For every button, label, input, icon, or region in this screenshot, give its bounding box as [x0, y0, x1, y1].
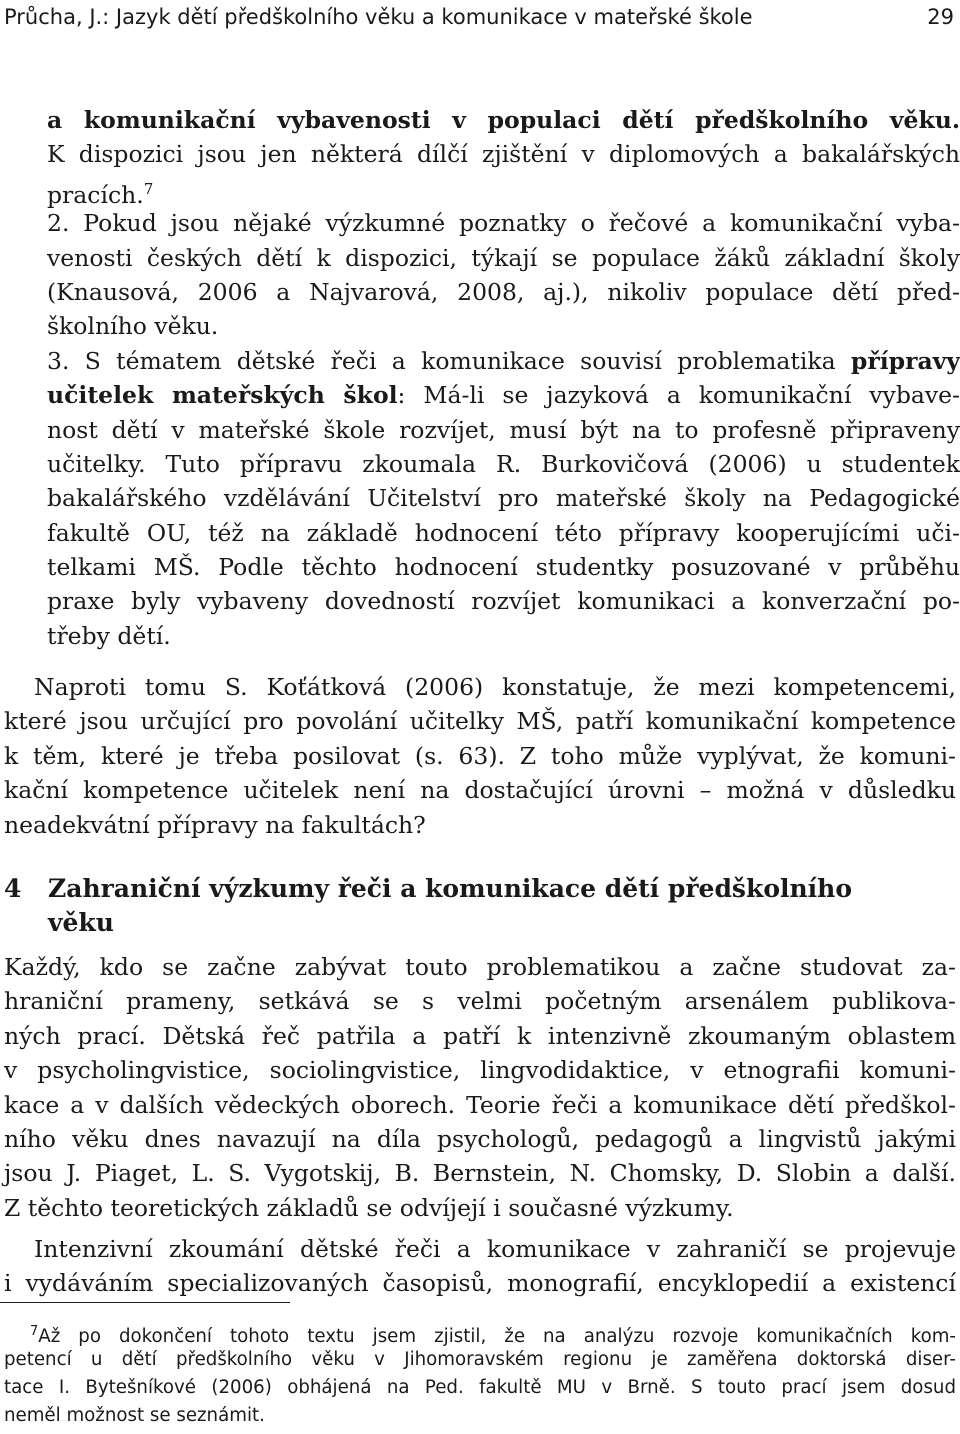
- paragraph-line: které jsou určující pro povolání učitelky MŠ, patří komunikační kompetence: [4, 707, 956, 736]
- paragraph-line: ných prací. Dětská řeč patřila a patří k intenzivně zkoumaným oblastem: [4, 1021, 956, 1050]
- paragraph-line: Naproti tomu S. Koťátková (2006) konstatuje, že mezi kompetencemi,: [34, 673, 956, 701]
- list-item-1-line: K dispozici jsou jen některá dílčí zjištění v diplomových a bakalářských: [47, 140, 960, 169]
- list-item-3-text: 3. S tématem dětské řeči a komunikace souvisí problematika: [47, 346, 851, 375]
- paragraph-1: [4, 670, 956, 842]
- paragraph-line: i vydáváním specializovaných časopisů, monografií, encyklopedií a existencí: [4, 1269, 956, 1298]
- footnote: [4, 1318, 956, 1430]
- paragraph-line: Z těchto teoretických základů se odvíjejí i současné výzkumy.: [4, 1193, 734, 1222]
- emphasis-text: učitelek mateřských škol: [47, 381, 398, 410]
- paragraph-3: [4, 1232, 956, 1301]
- paragraph-line: Každý, kdo se začne zabývat touto problematikou a začne studovat za-: [4, 953, 956, 981]
- page-number: 29: [927, 5, 954, 29]
- paragraph-line: Intenzivní zkoumání dětské řeči a komunikace v zahraničí se projevuje: [34, 1235, 956, 1263]
- paragraph-line: hraniční prameny, setkává se s velmi početným arsenálem publikova-: [4, 987, 956, 1016]
- footnote-text: Až po dokončení tohoto textu jsem zjistil, že na analýzu rozvoje komunikačních kom-: [38, 1326, 956, 1347]
- list-item-2-line: 2. Pokud jsou nějaké výzkumné poznatky o řečové a komunikační vyba-: [47, 209, 960, 238]
- list-item-2-line: školního věku.: [47, 312, 219, 341]
- list-item-3-line: praxe byly vybaveny dovedností rozvíjet komunikaci a konverzační po-: [47, 587, 960, 616]
- list-item-1-line: a komunikační vybavenosti v populaci dětí předškolního věku.: [47, 106, 960, 134]
- paragraph-line: jsou J. Piaget, L. S. Vygotskij, B. Bernstein, N. Chomsky, D. Slobin a další.: [4, 1159, 956, 1188]
- list-item-2-line: (Knausová, 2006 a Najvarová, 2008, aj.), nikoliv populace dětí před-: [47, 277, 960, 306]
- section-title-line: věku: [48, 908, 114, 937]
- section-title-line: Zahraniční výzkumy řeči a komunikace dětí předškolního: [48, 874, 853, 903]
- list-item-2-line: venosti českých dětí k dispozici, týkají se populace žáků základní školy: [47, 243, 960, 272]
- footnote-divider: [0, 1302, 290, 1303]
- list-item-3-line: bakalářského vzdělávání Učitelství pro mateřské školy na Pedagogické: [47, 484, 960, 513]
- section-heading: [4, 872, 954, 940]
- list-item-3-line: třeby dětí.: [47, 621, 171, 650]
- numbered-list: [0, 103, 960, 653]
- list-item-3-line: učitelky. Tuto přípravu zkoumala R. Burkovičová (2006) u studentek: [47, 449, 960, 478]
- list-item-3-line: nost dětí v mateřské škole rozvíjet, musí být na to profesně připraveny: [47, 415, 960, 444]
- paragraph-line: neadekvátní přípravy na fakultách?: [4, 810, 426, 839]
- paragraph-line: kační kompetence učitelek není na dostačující úrovni – možná v důsledku: [4, 776, 956, 805]
- paragraph-line: k těm, které je třeba posilovat (s. 63). Z toho může vyplývat, že komuni-: [4, 741, 956, 770]
- running-header: [4, 0, 954, 34]
- list-item-1-line: [0, 172, 960, 209]
- running-title: Průcha, J.: Jazyk dětí předškolního věku a komunikace v mateřské škole: [4, 5, 753, 29]
- list-item-3-text: : Má-li se jazyková a komunikační vybave-: [397, 381, 960, 410]
- list-item-3-line: fakultě OU, též na základě hodnocení této přípravy kooperujícími uči-: [47, 518, 960, 547]
- list-item-3-line: telkami MŠ. Podle těchto hodnocení studentky posuzované v průběhu: [47, 553, 960, 582]
- list-item-3-line: [0, 378, 960, 412]
- emphasis-text: přípravy: [850, 346, 960, 375]
- section-number: 4: [4, 874, 22, 903]
- paragraph-2: [4, 950, 956, 1225]
- footnote-line: petencí u dětí předškolního věku v Jihomoravském regionu je zaměřena doktorská diser-: [4, 1349, 956, 1370]
- paragraph-line: kace a v dalších vědeckých oborech. Teorie řeči a komunikace dětí předškol-: [4, 1090, 956, 1119]
- list-item-1-text: pracích.: [47, 180, 144, 209]
- paragraph-line: ního věku dnes navazují na díla psychologů, pedagogů a lingvistů jakými: [4, 1124, 956, 1153]
- footnote-line: tace I. Bytešníkové (2006) obhájená na Ped. fakultě MU v Brně. S touto prací jsem dosud: [4, 1377, 956, 1398]
- footnote-line: [4, 1318, 956, 1346]
- paragraph-line: v psycholingvistice, sociolingvistice, lingvodidaktice, v etnografii komuni-: [4, 1056, 956, 1085]
- list-item-3-line: [0, 344, 960, 378]
- footnote-line: neměl možnost se seznámit.: [4, 1405, 265, 1426]
- footnote-ref[interactable]: 7: [143, 179, 154, 198]
- footnote-marker: 7: [30, 1324, 39, 1339]
